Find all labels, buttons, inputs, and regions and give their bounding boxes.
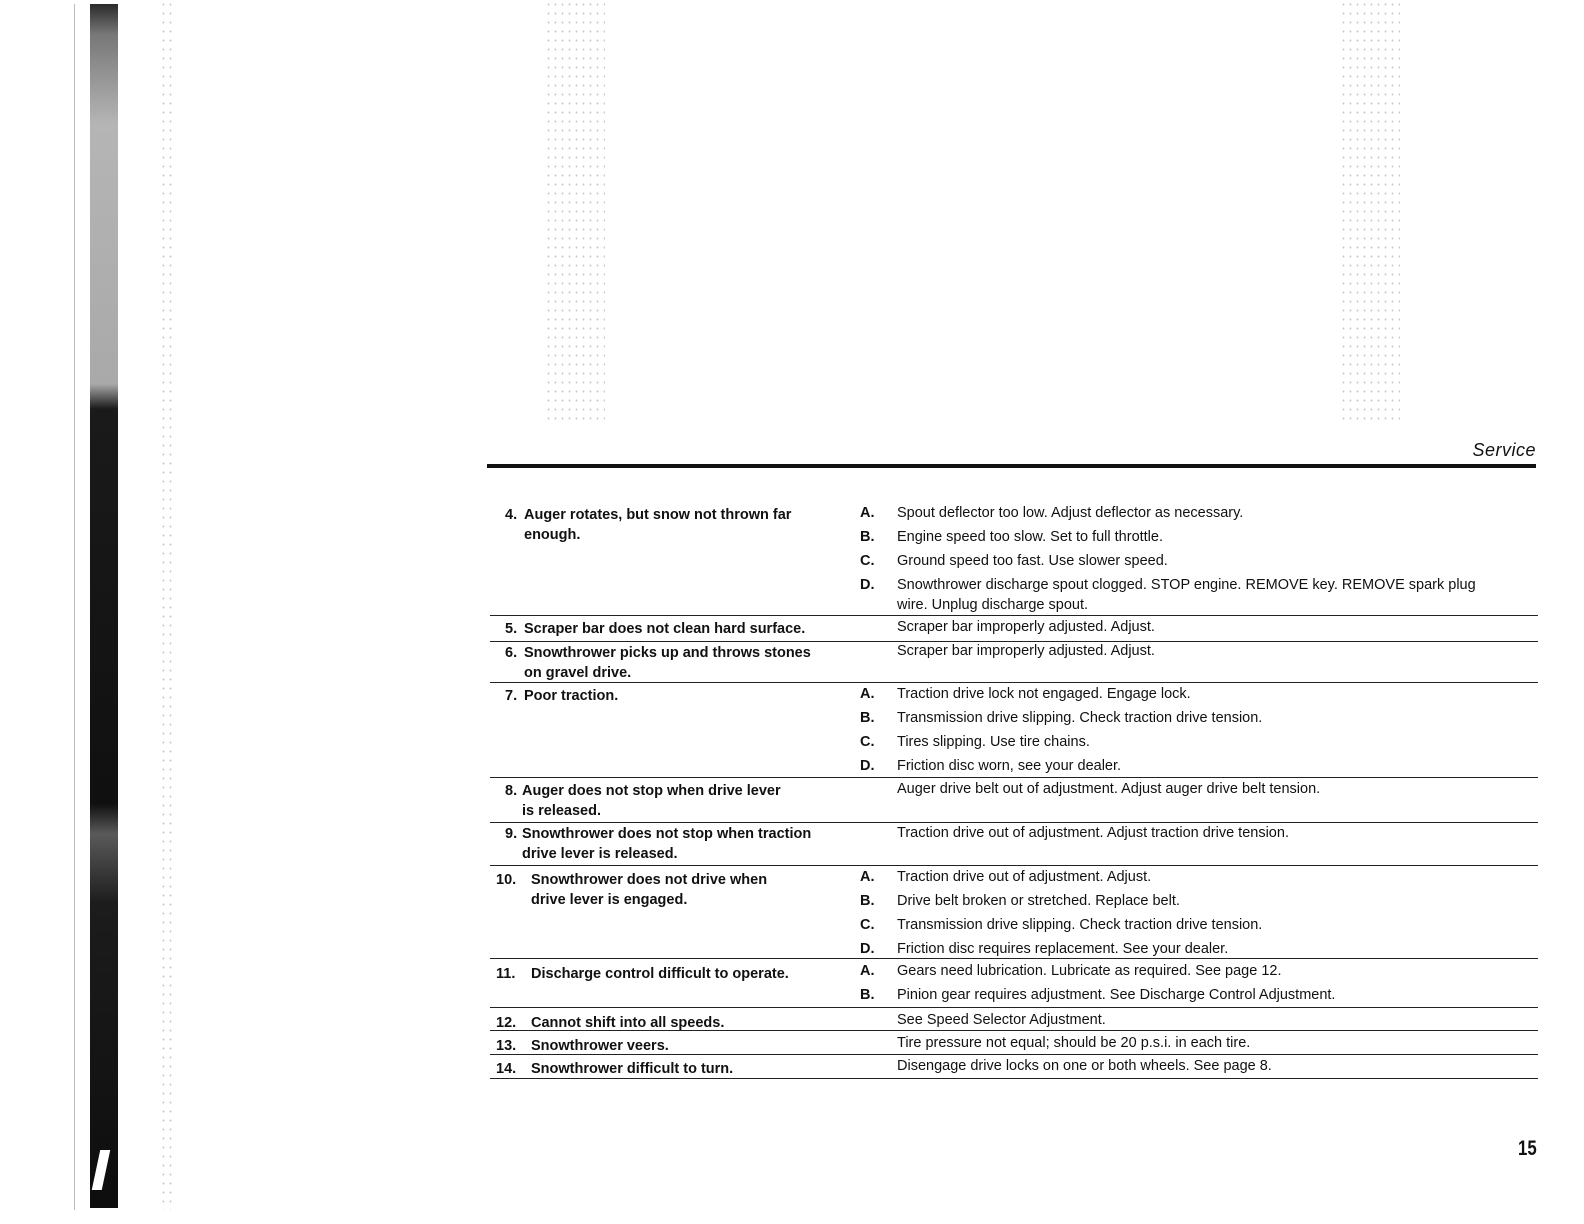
remedy-text: Ground speed too fast. Use slower speed. bbox=[897, 553, 1168, 569]
problem-text: Poor traction. bbox=[524, 688, 619, 704]
remedy-text: Pinion gear requires adjustment. See Discharge Control Adjustment. bbox=[897, 987, 1336, 1003]
remedy-cell bbox=[860, 961, 1500, 1009]
remedy-item bbox=[860, 551, 1500, 575]
remedy-item bbox=[860, 985, 1500, 1009]
problem-number: 4. bbox=[505, 507, 518, 523]
remedy-text: Drive belt broken or stretched. Replace belt. bbox=[897, 893, 1180, 909]
problem-number: 11. bbox=[496, 966, 516, 982]
remedy-letter: D. bbox=[860, 941, 875, 957]
problem-number: 7. bbox=[505, 688, 518, 704]
remedy-item bbox=[860, 641, 1500, 665]
remedy-letter: A. bbox=[860, 869, 875, 885]
problem-text: Auger rotates, but snow not thrown far enough. bbox=[524, 507, 792, 543]
table-row bbox=[490, 779, 1538, 823]
remedy-item bbox=[860, 617, 1500, 641]
table-row bbox=[490, 823, 1538, 866]
remedy-cell bbox=[860, 617, 1500, 641]
remedy-letter: C. bbox=[860, 734, 875, 750]
remedy-text: Disengage drive locks on one or both wheels. See page 8. bbox=[897, 1058, 1272, 1074]
remedy-item bbox=[860, 779, 1500, 803]
problem-text: Snowthrower veers. bbox=[531, 1038, 669, 1054]
remedy-letter: A. bbox=[860, 505, 875, 521]
remedy-item bbox=[860, 891, 1500, 915]
remedy-item bbox=[860, 961, 1500, 985]
remedy-text: Spout deflector too low. Adjust deflector as necessary. bbox=[897, 505, 1244, 521]
remedy-cell bbox=[860, 641, 1500, 665]
remedy-text: Traction drive out of adjustment. Adjust traction drive tension. bbox=[897, 825, 1289, 841]
problem-text: Snowthrower difficult to turn. bbox=[531, 1061, 734, 1077]
remedy-letter: B. bbox=[860, 710, 875, 726]
remedy-text: Engine speed too slow. Set to full throttle. bbox=[897, 529, 1163, 545]
binding-edge-line bbox=[74, 4, 75, 1210]
remedy-letter: B. bbox=[860, 987, 875, 1003]
remedy-letter: A. bbox=[860, 963, 875, 979]
remedy-item bbox=[860, 823, 1500, 847]
remedy-text: Scraper bar improperly adjusted. Adjust. bbox=[897, 643, 1155, 659]
remedy-item bbox=[860, 1056, 1500, 1080]
remedy-letter: A. bbox=[860, 686, 875, 702]
remedy-item bbox=[860, 575, 1500, 621]
section-title: Service bbox=[1472, 440, 1536, 460]
problem-number: 9. bbox=[505, 826, 518, 842]
remedy-text: See Speed Selector Adjustment. bbox=[897, 1012, 1106, 1028]
remedy-text: Friction disc worn, see your dealer. bbox=[897, 758, 1122, 774]
problem-number: 8. bbox=[505, 783, 518, 799]
remedy-letter: B. bbox=[860, 893, 875, 909]
remedy-text: Snowthrower discharge spout clogged. STOP engine. REMOVE key. REMOVE spark plug wire. Unplug discharge spout. bbox=[897, 577, 1476, 613]
remedy-item bbox=[860, 1033, 1500, 1057]
problem-number: 6. bbox=[505, 645, 518, 661]
bleed-through-speckle-right bbox=[1340, 0, 1400, 420]
problem-text: Cannot shift into all speeds. bbox=[531, 1015, 725, 1031]
table-row bbox=[490, 641, 1538, 683]
remedy-text: Transmission drive slipping. Check traction drive tension. bbox=[897, 917, 1263, 933]
remedy-item bbox=[860, 503, 1500, 527]
bleed-through-speckle-left bbox=[160, 0, 176, 1210]
remedy-cell bbox=[860, 1033, 1500, 1057]
remedy-item bbox=[860, 756, 1500, 780]
table-row bbox=[490, 503, 1538, 616]
remedy-item bbox=[860, 527, 1500, 551]
remedy-letter: D. bbox=[860, 577, 875, 593]
remedy-text: Gears need lubrication. Lubricate as required. See page 12. bbox=[897, 963, 1282, 979]
remedy-item bbox=[860, 867, 1500, 891]
remedy-cell bbox=[860, 503, 1500, 621]
remedy-item bbox=[860, 708, 1500, 732]
remedy-item bbox=[860, 939, 1500, 963]
table-row bbox=[490, 684, 1538, 778]
remedy-cell bbox=[860, 823, 1500, 847]
problem-text: Auger does not stop when drive lever is released. bbox=[522, 783, 781, 819]
remedy-text: Traction drive lock not engaged. Engage lock. bbox=[897, 686, 1191, 702]
page-number: 15 bbox=[1518, 1137, 1537, 1160]
table-row bbox=[490, 1033, 1538, 1055]
remedy-cell bbox=[860, 684, 1500, 780]
problem-text: Snowthrower does not stop when traction drive lever is released. bbox=[522, 826, 812, 862]
table-row bbox=[490, 1056, 1538, 1079]
remedy-cell bbox=[860, 1056, 1500, 1080]
binding-shadow-bar bbox=[90, 4, 118, 1208]
problem-number: 12. bbox=[496, 1015, 517, 1031]
remedy-text: Traction drive out of adjustment. Adjust. bbox=[897, 869, 1152, 885]
remedy-text: Auger drive belt out of adjustment. Adjust auger drive belt tension. bbox=[897, 781, 1321, 797]
table-row bbox=[490, 1010, 1538, 1031]
table-row bbox=[490, 617, 1538, 642]
remedy-item bbox=[860, 1010, 1500, 1034]
table-row bbox=[490, 961, 1538, 1008]
bleed-through-speckle-center bbox=[545, 0, 605, 420]
problem-number: 13. bbox=[496, 1038, 517, 1054]
remedy-text: Tires slipping. Use tire chains. bbox=[897, 734, 1090, 750]
table-row bbox=[490, 867, 1538, 959]
remedy-item bbox=[860, 684, 1500, 708]
remedy-letter: C. bbox=[860, 917, 875, 933]
remedy-cell bbox=[860, 779, 1500, 803]
remedy-cell bbox=[860, 1010, 1500, 1034]
remedy-item bbox=[860, 915, 1500, 939]
remedy-letter: B. bbox=[860, 529, 875, 545]
remedy-text: Transmission drive slipping. Check traction drive tension. bbox=[897, 710, 1263, 726]
problem-text: Scraper bar does not clean hard surface. bbox=[524, 621, 806, 637]
problem-number: 10. bbox=[496, 872, 517, 888]
problem-text: Snowthrower does not drive when drive lever is engaged. bbox=[531, 872, 768, 908]
remedy-text: Tire pressure not equal; should be 20 p.s.i. in each tire. bbox=[897, 1035, 1251, 1051]
remedy-cell bbox=[860, 867, 1500, 963]
remedy-item bbox=[860, 732, 1500, 756]
problem-text: Discharge control difficult to operate. bbox=[531, 966, 789, 982]
header-rule bbox=[487, 464, 1536, 468]
remedy-text: Friction disc requires replacement. See your dealer. bbox=[897, 941, 1229, 957]
remedy-letter: D. bbox=[860, 758, 875, 774]
problem-text: Snowthrower picks up and throws stones on gravel drive. bbox=[524, 645, 811, 681]
problem-number: 5. bbox=[505, 621, 518, 637]
remedy-text: Scraper bar improperly adjusted. Adjust. bbox=[897, 619, 1155, 635]
problem-number: 14. bbox=[496, 1061, 517, 1077]
remedy-letter: C. bbox=[860, 553, 875, 569]
